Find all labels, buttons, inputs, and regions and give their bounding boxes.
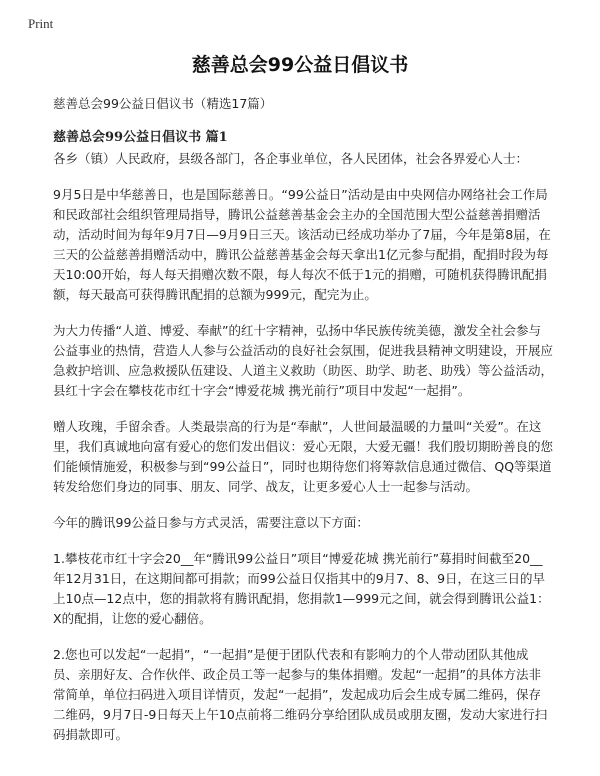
- body-paragraph: 赠人玫瑰，手留余香。人类最崇高的行为是“奉献”，人世间最温暖的力量叫“关爱”。在这里，我们真诚地向富有爱心的您们发出倡议：爱心无限，大爱无疆！我们殷切期盼善良的您们能倾情施爱，积极参与到“99公益日”，同时也期待您们将筹款信息通过微信、QQ等渠道转发给您们身边的同事、朋友、同学、战友，让更多爱心人士一起参与活动。: [53, 419, 554, 494]
- section-heading: 慈善总会99公益日倡议书 篇1: [53, 130, 228, 145]
- body-paragraph: 为大力传播“人道、博爱、奉献”的红十字精神，弘扬中华民族传统美德，激发全社会参与公益事业的热情，营造人人参与公益活动的良好社会氛围，促进我县精神文明建设，开展应急救护培训、应急救援队伍建设、人道主义救助（助医、助学、助老、助残）等公益活动，县红十字会在攀枝花市红十字会“博爱花城 携光前行”项目中发起“一起捐”。: [53, 323, 554, 398]
- document-body: [53, 149, 553, 761]
- body-paragraph: 1.攀枝花市红十字会20__年“腾讯99公益日”项目“博爱花城 携光前行”募捐时间截至20__年12月31日，在这期间都可捐款；而99公益日仅指其中的9月7、8、9日，在这三日的早上10点—12点中，您的捐款将有腾讯配捐，您捐款1—999元之间，就会得到腾讯公益1：X的配捐，让您的爱心翻倍。: [53, 551, 550, 626]
- document-subtitle: 慈善总会99公益日倡议书（精选17篇）: [53, 96, 273, 111]
- body-paragraph: 今年的腾讯99公益日参与方式灵活，需要注意以下方面：: [53, 515, 369, 530]
- document-title: 慈善总会99公益日倡议书: [191, 54, 409, 76]
- salutation-paragraph: 各乡（镇）人民政府，县级各部门，各企事业单位，各人民团体，社会各界爱心人士：: [53, 151, 529, 166]
- body-paragraph: 2.您也可以发起“一起捐”，“一起捐”是便于团队代表和有影响力的个人带动团队其他成员、亲朋好友、合作伙伴、政企员工等一起参与的集体捐赠。发起“一起捐”的具体方法非常简单，单位扫码进入项目详情页，发起“一起捐”，发起成功后会生成专属二维码，保存二维码，9月7日-9日每天上午10点前将二维码分享给团队成员或朋友圈，发动大家进行扫码捐款即可。: [53, 647, 548, 742]
- body-paragraph: 9月5日是中华慈善日，也是国际慈善日。“99公益日”活动是由中央网信办网络社会工作局和民政部社会组织管理局指导，腾讯公益慈善基金会主办的全国范围大型公益慈善捐赠活动，活动时间为每年9月7日—9月9日三天。该活动已经成功举办了7届，今年是第8届，在三天的公益慈善捐赠活动中，腾讯公益慈善基金会每天拿出1亿元参与配捐，配捐时段为每天10:00开始，每人每天捐赠次数不限，每人每次不低于1元的捐赠，可随机获得腾讯配捐额，每天最高可获得腾讯配捐的总额为999元，配完为止。: [53, 187, 551, 302]
- print-link[interactable]: Print: [28, 16, 54, 31]
